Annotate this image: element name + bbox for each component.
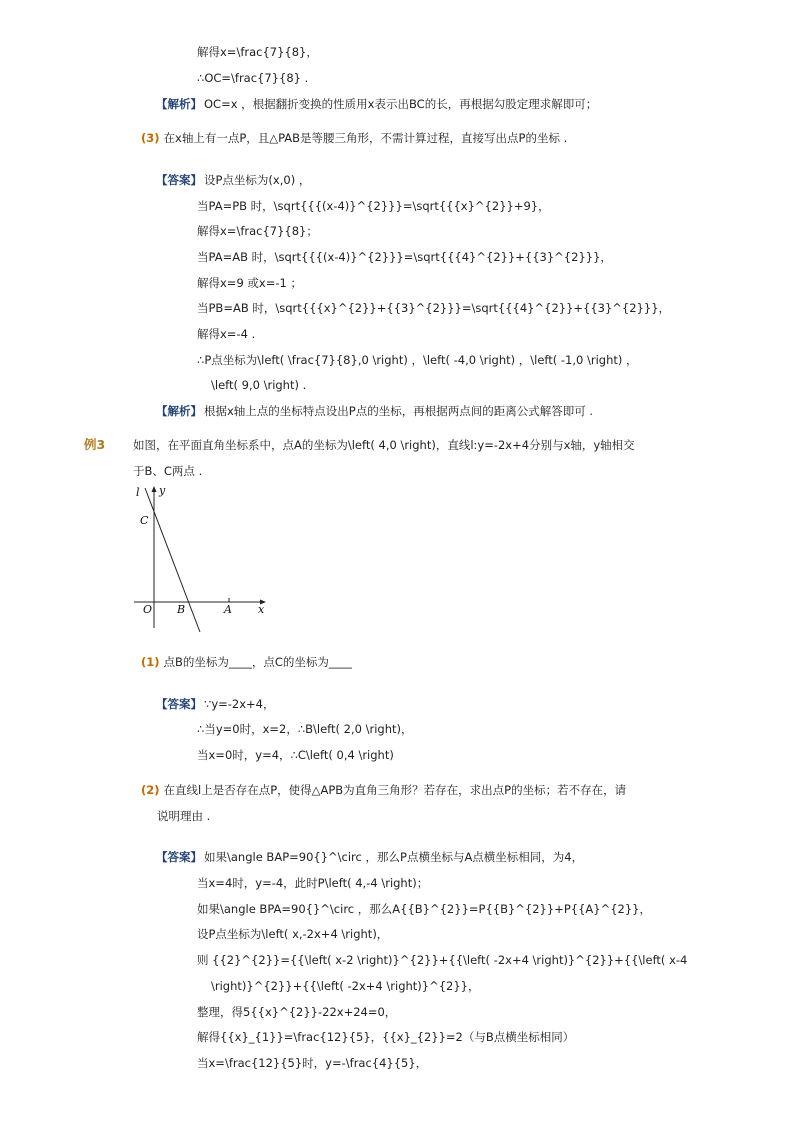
answer-line: 设P点坐标为\left( x,-2x+4 \right)， (197, 927, 389, 941)
answer-line: 解得x=\frac{7}{8}； (197, 224, 318, 238)
answer-line: 当x=0时，y=4，∴C\left( 0,4 \right) (197, 748, 394, 762)
analysis-text: 根据x轴上点的坐标特点设出P点的坐标，再根据两点间的距离公式解答即可 . (204, 404, 594, 418)
answer-line: 解得{{x}_{1}}=\frac{12}{5}，{{x}_{2}}=2（与B点横坐标相同） (197, 1030, 575, 1044)
answer-line (156, 849, 583, 865)
answer-line: 整理，得5{{x}^{2}}-22x+24=0， (197, 1005, 397, 1019)
coordinate-figure (130, 480, 272, 635)
answer-line: \right)}^{2}}+{{\left( -2x+4 \right)}^{2}}， (211, 979, 480, 993)
example-label (84, 437, 105, 453)
answer-text: 设P点坐标为(x,0) ， (204, 173, 311, 187)
answer-tag: 【答案】 (156, 850, 202, 864)
analysis-tag: 【解析】 (156, 97, 202, 111)
line-label: l (136, 486, 140, 499)
answer-line: 当x=4时，y=-4，此时P\left( 4,-4 \right)； (197, 876, 429, 890)
point-a-label: A (224, 603, 232, 616)
solution-line: ∴OC=\frac{7}{8} . (197, 71, 309, 85)
question-text-cont: 说明理由 . (157, 809, 211, 823)
question-text: 在x轴上有一点P，且△PAB是等腰三角形，不需计算过程，直接写出点P的坐标 . (163, 131, 568, 145)
answer-line: ∴当y=0时，x=2，∴B\left( 2,0 \right)， (197, 722, 413, 736)
answer-line: 当PA=AB 时，\sqrt{{{(x-4)}^{2}}}=\sqrt{{{4}^{2}}+{{3}^{2}}}， (197, 250, 612, 264)
answer-line: 则 {{2}^{2}}={{\left( x-2 \right)}^{2}}+{{\left( -2x+4 \right)}^{2}}+{{\left( x-4 (197, 953, 688, 967)
line-l (145, 488, 200, 632)
analysis-text: OC=x ，根据翻折变换的性质用x表示出BC的长，再根据勾股定理求解即可； (204, 97, 598, 111)
question-text: 在直线l上是否存在点P，使得△APB为直角三角形？若存在，求出点P的坐标；若不存在，请 (163, 783, 627, 797)
question-number: (1) (141, 655, 160, 669)
y-axis-label: y (159, 484, 166, 497)
x-axis-label: x (258, 603, 265, 616)
analysis-line (156, 403, 593, 419)
answer-line: 当PB=AB 时，\sqrt{{{x}^{2}}+{{3}^{2}}}=\sqrt{{{4}^{2}}+{{3}^{2}}}， (197, 301, 671, 315)
analysis-line (156, 96, 597, 112)
answer-line: 当x=\frac{12}{5}时，y=-\frac{4}{5}， (197, 1056, 428, 1070)
solution-line: 解得x=\frac{7}{8}， (197, 45, 318, 59)
answer-line (156, 172, 310, 188)
example-text: 如图，在平面直角坐标系中，点A的坐标为\left( 4,0 \right)，直线l:y=-2x+4分别与x轴，y轴相交 (133, 438, 635, 452)
answer-line: 解得x=9 或x=-1 ； (197, 276, 302, 290)
answer-line: \left( 9,0 \right) . (211, 378, 307, 392)
example-number: 例3 (84, 437, 106, 452)
answer-text: 如果\angle BAP=90{}^\circ ，那么P点横坐标与A点横坐标相同，为4， (204, 850, 584, 864)
y-axis-arrow (152, 486, 157, 492)
example-text: 于B、C两点 . (133, 464, 203, 478)
answer-line (156, 696, 274, 712)
question-number: (2) (141, 783, 160, 797)
answer-line: 当PA=PB 时，\sqrt{{{(x-4)}^{2}}}=\sqrt{{{x}^{2}}+9}， (197, 199, 550, 213)
answer-text: ∵y=-2x+4， (204, 697, 275, 711)
question-2 (141, 782, 626, 798)
question-1 (141, 654, 352, 670)
answer-tag: 【答案】 (156, 697, 202, 711)
point-c-label: C (140, 514, 149, 527)
answer-line: ∴P点坐标为\left( \frac{7}{8},0 \right) ，\left( -4,0 \right) ，\left( -1,0 \right) ， (197, 353, 638, 367)
answer-tag: 【答案】 (156, 173, 202, 187)
question-text: 点B的坐标为____，点C的坐标为____ (163, 655, 352, 669)
point-b-label: B (177, 603, 186, 616)
answer-line: 如果\angle BPA=90{}^\circ ，那么A{{B}^{2}}=P{{B}^{2}}+P{{A}^{2}}， (197, 902, 651, 916)
question-number: (3) (141, 131, 160, 145)
answer-line: 解得x=-4 . (197, 327, 256, 341)
analysis-tag: 【解析】 (156, 404, 202, 418)
origin-label: O (143, 603, 153, 616)
question-3 (141, 130, 567, 146)
